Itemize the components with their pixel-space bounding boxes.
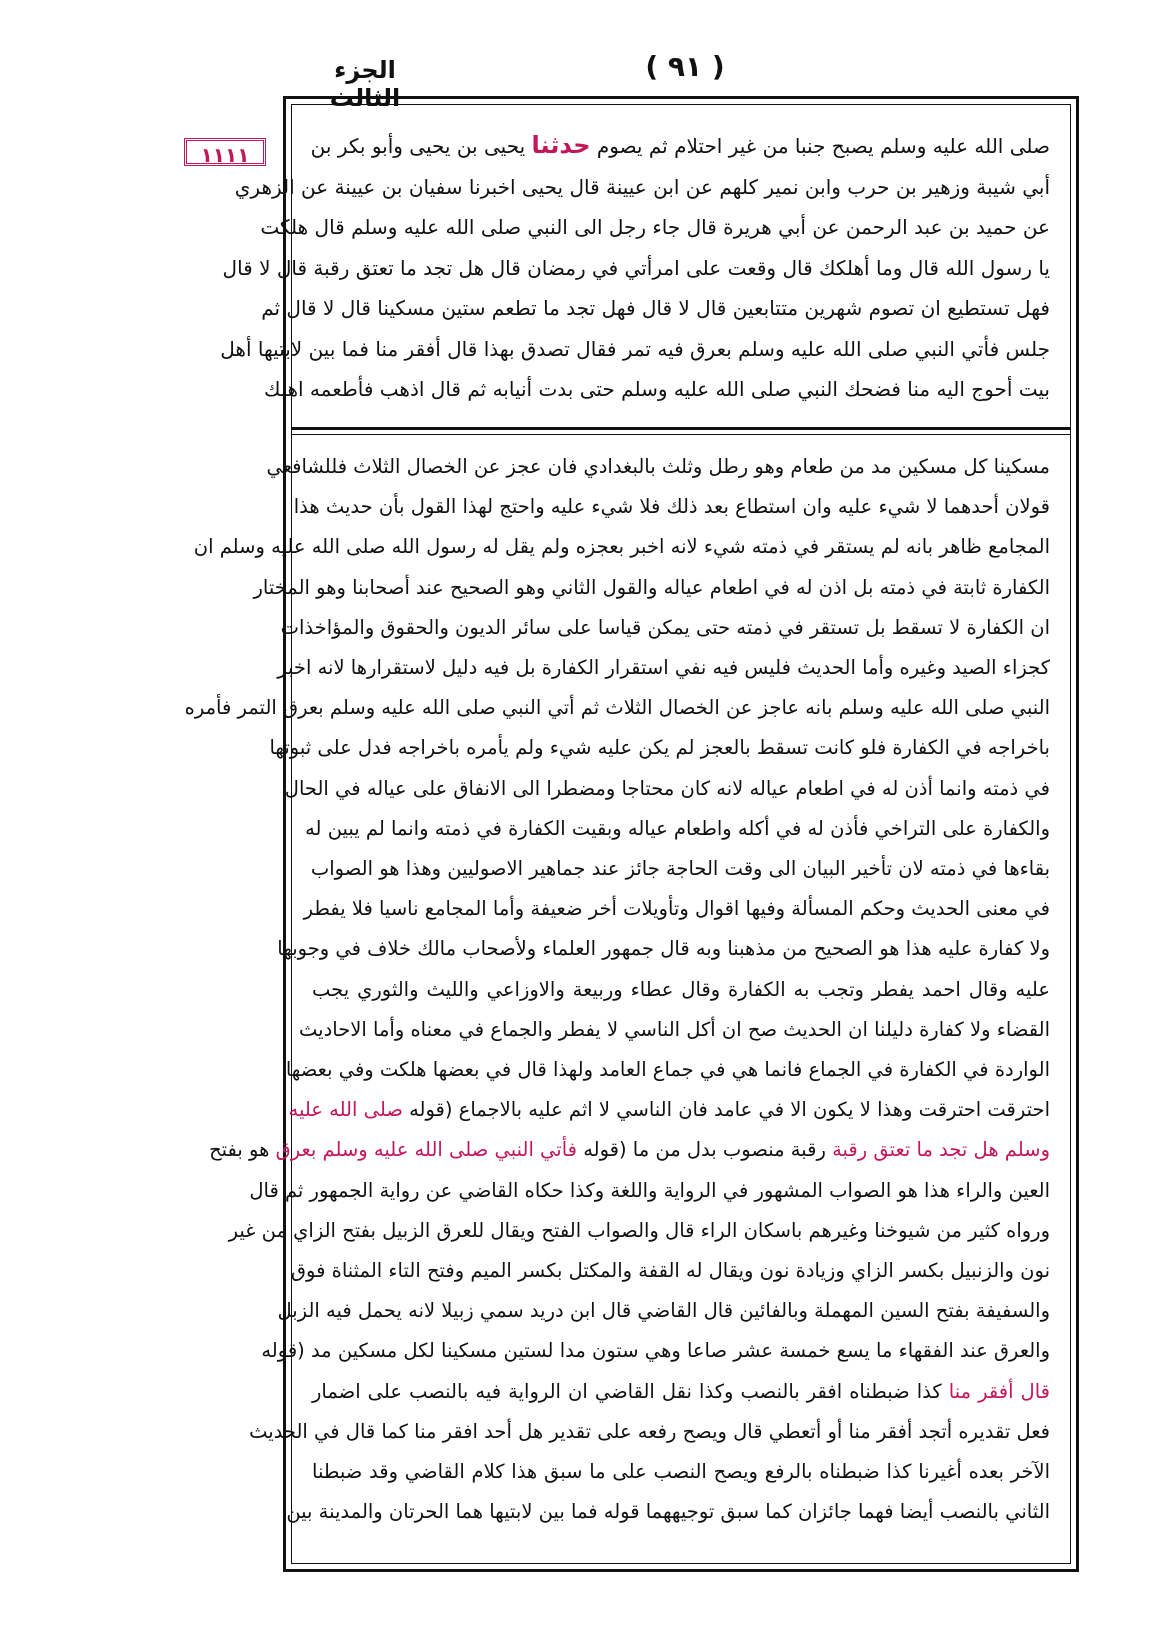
text-line bbox=[290, 1251, 1050, 1291]
text-segment: والسفيفة بفتح السين المهملة وبالفائين قال القاضي قال ابن دريد سمي زبيلا لانه يحمل فيه الزبل bbox=[277, 1299, 1050, 1323]
page-number: ( ٩١ ) bbox=[645, 50, 725, 83]
text-segment: الواردة في الكفارة في الجماع فانما هي في جماع العامد ولهذا قال في بعضها هلكت وفي بعضها bbox=[285, 1058, 1050, 1082]
text-segment: وسلم هل تجد ما تعتق رقبة bbox=[832, 1138, 1050, 1162]
text-segment: احترقت احترقت وهذا لا يكون الا في عامد فان الناسي لا اثم عليه بالاجماع (قوله bbox=[402, 1098, 1050, 1122]
text-line bbox=[249, 1171, 1050, 1211]
text-segment: يحيى بن يحيى وأبو بكر بن bbox=[310, 134, 532, 158]
text-segment: باخراجه في الكفارة فلو كانت تسقط بالعجز لم يكن عليه شيء ولم يأمره باخراجه فدل على ثبوتها bbox=[269, 736, 1050, 760]
text-segment: بقاءها في ذمته لان تأخير البيان الى وقت الحاجة جائز عند جماهير الاصوليين وهذا هو الصواب bbox=[310, 857, 1050, 881]
text-segment: حدثنا bbox=[531, 131, 591, 159]
text-line bbox=[284, 769, 1050, 809]
text-line bbox=[312, 970, 1050, 1010]
text-segment: قولان أحدهما لا شيء عليه وان استطاع بعد ذلك فلا شيء عليه واحتج لهذا القول بأن حديث هذا bbox=[293, 495, 1050, 519]
text-segment: النبي صلى الله عليه وسلم بانه عاجز عن الخصال الثلاث ثم أتي النبي صلى الله عليه وسلم بعرق التمر فأمره bbox=[184, 696, 1050, 720]
text-line bbox=[249, 1412, 1050, 1452]
text-segment: في معنى الحديث وحكم المسألة وفيها اقوال وتأويلات أخر ضعيفة وأما المجامع ناسيا فلا يفطر bbox=[303, 897, 1050, 921]
text-line bbox=[285, 1050, 1050, 1090]
text-segment: صلى الله عليه bbox=[288, 1098, 403, 1122]
text-line bbox=[234, 167, 1050, 208]
text-line bbox=[312, 849, 1050, 889]
text-segment: ورواه كثير من شيوخنا وغيرهم باسكان الراء قال والصواب الفتح ويقال للعرق الزبيل بفتح الزاي من غير bbox=[228, 1218, 1050, 1242]
text-line bbox=[293, 487, 1050, 527]
text-line bbox=[209, 1130, 1050, 1170]
text-line bbox=[193, 527, 1050, 567]
text-segment: عن حميد بن عبد الرحمن عن أبي هريرة قال جاء رجل الى النبي صلى الله عليه وسلم قال هلكت bbox=[260, 215, 1050, 239]
text-line bbox=[261, 1331, 1050, 1371]
text-line bbox=[266, 447, 1050, 487]
text-segment: قال أفقر منا bbox=[948, 1379, 1050, 1403]
text-segment: مسكينا كل مسكين مد من طعام وهو رطل وثلث بالبغدادي فان عجز عن الخصال الثلاث فللشافعي bbox=[266, 455, 1050, 478]
text-line bbox=[303, 889, 1050, 929]
text-segment: أبي شيبة وزهير بن حرب وابن نمير كلهم عن ابن عيينة قال يحيى اخبرنا سفيان بن عيينة عن الزهري bbox=[234, 174, 1050, 199]
text-segment: الآخر بعده أغيرنا كذا ضبطناه بالرفع ويصح النصب على ما سبق هذا كلام القاضي وقد ضبطنا bbox=[312, 1460, 1050, 1484]
text-segment: ان الكفارة لا تسقط بل تستقر في ذمته حتى يمكن قياسا على سائر الديون والحقوق والمؤاخذات bbox=[280, 615, 1050, 639]
text-line bbox=[277, 1291, 1050, 1331]
text-line bbox=[288, 1090, 1050, 1130]
text-segment: فأتي النبي صلى الله عليه وسلم بعرق bbox=[275, 1138, 578, 1162]
text-segment: فعل تقديره أتجد أفقر منا أو أتعطي قال ويصح رفعه على تقدير هل أحد افقر منا كما قال في الحديث bbox=[249, 1419, 1050, 1443]
text-line bbox=[299, 1010, 1050, 1050]
text-line bbox=[305, 809, 1050, 849]
text-line bbox=[280, 608, 1050, 648]
text-segment: عليه وقال احمد يفطر وتجب به الكفارة وقال عطاء وربيعة والاوزاعي والليث والثوري يجب bbox=[312, 977, 1050, 1001]
text-line bbox=[261, 288, 1050, 329]
text-segment: والعرق عند الفقهاء ما يسع خمسة عشر صاعا وهي ستون مدا لستين مسكينا لكل مسكين مد (قوله bbox=[261, 1339, 1050, 1363]
text-segment: هو بفتح bbox=[209, 1138, 276, 1162]
sharh-text bbox=[184, 447, 1050, 1532]
text-line bbox=[277, 929, 1050, 969]
sharh-section bbox=[184, 435, 1070, 1563]
text-line bbox=[277, 648, 1050, 688]
text-line bbox=[312, 1452, 1050, 1492]
text-line bbox=[312, 1372, 1050, 1412]
text-segment: القضاء ولا كفارة دليلنا ان الحديث صح ان أكل الناسي لا يفطر والجماع في معناه وأما الاحاديث bbox=[299, 1017, 1050, 1041]
text-segment: جلس فأتي النبي صلى الله عليه وسلم بعرق فيه تمر فقال تصدق بهذا قال أفقر منا فما بين لابتيها أهل bbox=[220, 336, 1050, 361]
text-line bbox=[253, 568, 1050, 608]
text-line bbox=[228, 1211, 1050, 1251]
text-line bbox=[220, 329, 1050, 370]
text-segment: رقبة منصوب بدل من ما (قوله bbox=[577, 1138, 833, 1162]
text-segment: في ذمته وانما أذن له في اطعام عياله لانه كان محتاجا ومضطرا الى الانفاق على عياله في الحال bbox=[284, 776, 1050, 800]
text-segment: نون والزنبيل بكسر الزاي وزيادة نون ويقال له القفة والمكتل بكسر الميم وفتح التاء المثناة فوق bbox=[290, 1259, 1050, 1283]
text-segment: العين والراء هذا هو الصواب المشهور في الرواية واللغة وكذا حكاه القاضي عن رواية الجمهور ثم قال bbox=[249, 1178, 1050, 1202]
text-line bbox=[260, 207, 1050, 248]
text-line bbox=[184, 688, 1050, 728]
text-line bbox=[263, 369, 1050, 410]
text-segment: يا رسول الله قال وما أهلكك قال وقعت على امرأتي في رمضان قال هل تجد ما تعتق رقبة قال لا قال bbox=[222, 255, 1050, 280]
text-segment: صلى الله عليه وسلم يصبح جنبا من غير احتلام ثم يصوم bbox=[590, 134, 1050, 158]
text-segment: كجزاء الصيد وغيره وأما الحديث فليس فيه نفي استقرار الكفارة بل فيه دليل لاستقرارها لانه اخبر bbox=[277, 656, 1050, 680]
text-line bbox=[286, 1492, 1050, 1532]
text-segment: ولا كفارة عليه هذا هو الصحيح من مذهبنا وبه قال جمهور العلماء ولأصحاب مالك خلاف في وجوبها bbox=[277, 937, 1050, 961]
text-segment: الكفارة ثابتة في ذمته بل اذن له في اطعام عياله والقول الثاني وهو الصحيح عند أصحابنا وهو المختار bbox=[253, 575, 1050, 599]
text-segment: كذا ضبطناه افقر بالنصب وكذا نقل القاضي ان الرواية فيه بالنصب على اضمار bbox=[312, 1379, 949, 1403]
part-title: الجزء الثالث bbox=[329, 56, 401, 112]
text-segment: المجامع ظاهر بانه لم يستقر في ذمته شيء لانه اخبر بعجزه ولم يقل له رسول الله صلى الله عليه وسلم ان bbox=[193, 535, 1050, 559]
hadith-number-badge: ١١١١ bbox=[184, 138, 266, 166]
text-segment: الثاني بالنصب أيضا فهما جائزان كما سبق توجيههما قوله فما بين لابتيها هما الحرتان والمدينة بين bbox=[286, 1500, 1050, 1524]
text-segment: والكفارة على التراخي فأذن له في أكله واطعام عياله وبقيت الكفارة في ذمته وانما لم يبين له bbox=[305, 816, 1050, 840]
text-line bbox=[269, 728, 1050, 768]
text-segment: فهل تستطيع ان تصوم شهرين متتابعين قال لا قال فهل تجد ما تطعم ستين مسكينا قال لا قال ثم bbox=[261, 296, 1050, 320]
text-segment: بيت أحوج اليه منا فضحك النبي صلى الله عليه وسلم حتى بدت أنيابه ثم قال اذهب فأطعمه اهلك bbox=[263, 377, 1050, 401]
section-divider bbox=[292, 427, 1070, 435]
text-line bbox=[312, 125, 1050, 167]
text-line bbox=[222, 248, 1050, 289]
